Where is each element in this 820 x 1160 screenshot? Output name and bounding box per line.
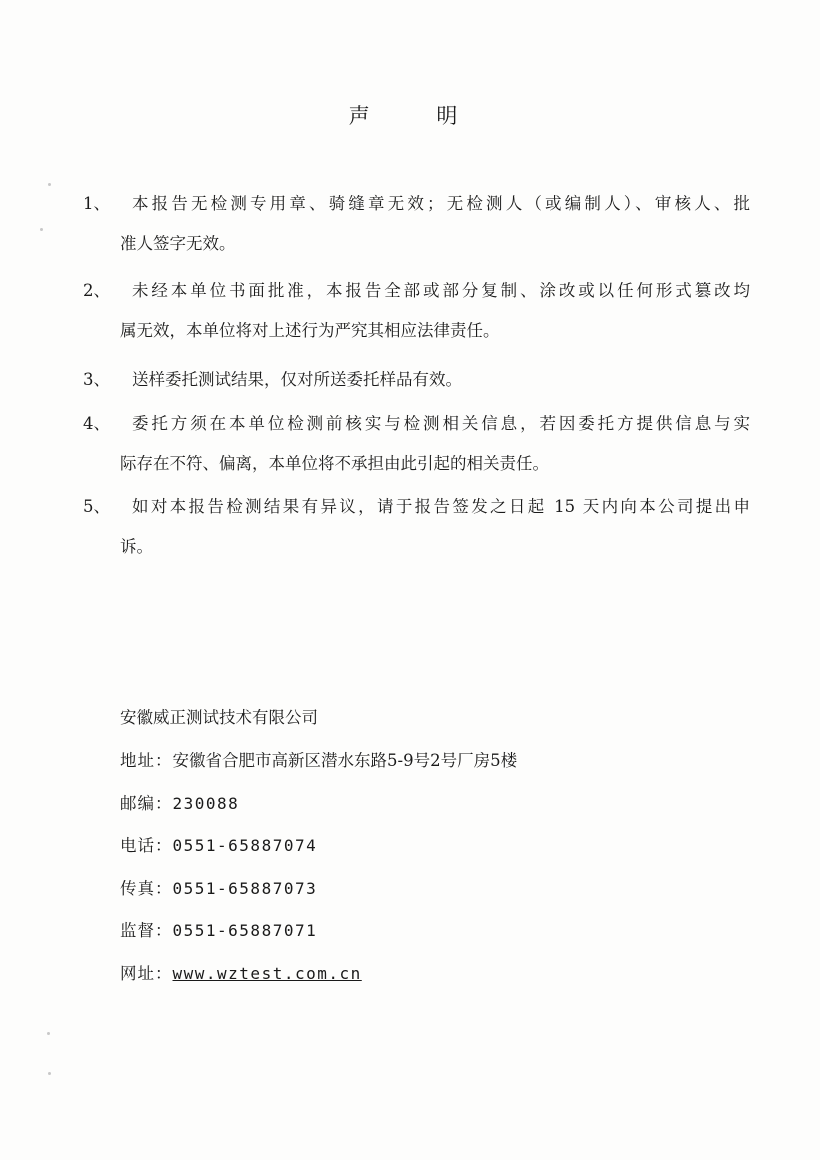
postcode-label: 邮编： — [120, 794, 173, 813]
fax-value: 0551-65887073 — [172, 879, 318, 898]
item-number: 4、 — [83, 414, 110, 433]
scan-speck — [48, 183, 51, 186]
item-text-line-2: 诉。 — [120, 537, 153, 556]
item-text-line-1: 未经本单位书面批准，本报告全部或部分复制、涂改或以任何形式篡改均 — [132, 281, 750, 300]
item-text-line-2: 准人签字无效。 — [120, 234, 236, 253]
postcode-row — [120, 790, 239, 814]
item-text-line-2: 际存在不符、偏离，本单位将不承担由此引起的相关责任。 — [120, 454, 549, 473]
supervision-label: 监督： — [120, 921, 173, 940]
address-value: 安徽省合肥市高新区潜水东路5-9号2号厂房5楼 — [172, 751, 518, 770]
fax-label: 传真： — [120, 879, 173, 898]
website-link[interactable]: www.wztest.com.cn — [172, 964, 362, 983]
item-text-line-1: 委托方须在本单位检测前核实与检测相关信息，若因委托方提供信息与实 — [132, 414, 750, 433]
website-label: 网址： — [120, 964, 173, 983]
item-text-line-2: 属无效，本单位将对上述行为严究其相应法律责任。 — [120, 321, 500, 340]
item-number: 1、 — [83, 194, 110, 213]
scan-speck — [40, 228, 43, 231]
item-number: 5、 — [83, 497, 110, 516]
supervision-row — [120, 917, 317, 941]
item-text-line-1: 如对本报告检测结果有异议，请于报告签发之日起 15 天内向本公司提出申 — [132, 497, 750, 516]
item-text-line-1: 本报告无检测专用章、骑缝章无效；无检测人（或编制人）、审核人、批 — [132, 194, 750, 213]
page-title: 声 明 — [348, 104, 488, 128]
company-name: 安徽威正测试技术有限公司 — [120, 708, 318, 727]
scan-speck — [47, 1032, 50, 1035]
item-number: 3、 — [83, 370, 110, 389]
phone-value: 0551-65887074 — [172, 836, 318, 855]
postcode-value: 230088 — [172, 794, 240, 813]
address-row — [120, 747, 517, 771]
phone-row — [120, 832, 317, 856]
fax-row — [120, 875, 317, 899]
item-text-line-1: 送样委托测试结果，仅对所送委托样品有效。 — [132, 370, 462, 389]
phone-label: 电话： — [120, 836, 173, 855]
address-label: 地址： — [120, 751, 173, 770]
item-number: 2、 — [83, 281, 110, 300]
supervision-value: 0551-65887071 — [172, 921, 318, 940]
website-row — [120, 960, 362, 984]
scan-speck — [48, 1072, 51, 1075]
